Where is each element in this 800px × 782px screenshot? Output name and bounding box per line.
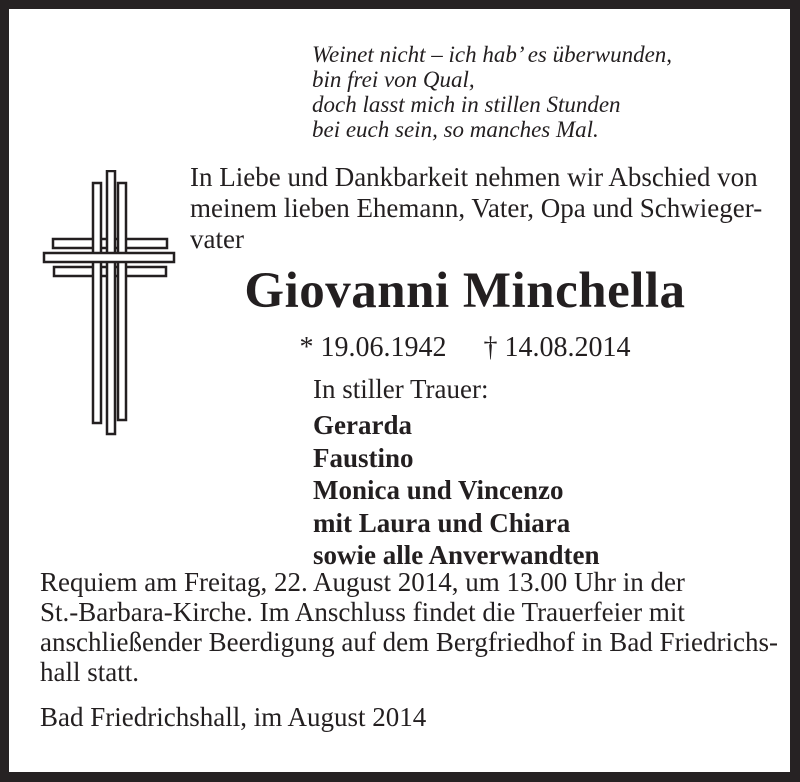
mourners-list — [313, 409, 600, 572]
poem-line: bei euch sein, so manches Mal. — [312, 117, 599, 142]
mourner: sowie alle Anverwandten — [313, 540, 600, 570]
service-line: anschließender Beerdigung auf dem Bergfriedhof in Bad Friedrichs- — [40, 627, 779, 657]
poem-line: bin frei von Qual, — [312, 67, 475, 92]
deceased-name: Giovanni Minchella — [244, 263, 686, 319]
life-dates — [190, 332, 740, 364]
service-line: Requiem am Freitag, 22. August 2014, um 13.00 Uhr in der — [40, 567, 685, 597]
poem-line: doch lasst mich in stillen Stunden — [312, 92, 621, 117]
epitaph-poem — [312, 42, 672, 142]
cross-icon — [42, 170, 178, 438]
farewell-intro — [190, 162, 762, 255]
place-date: Bad Friedrichshall, im August 2014 — [40, 702, 427, 732]
intro-line: meinem lieben Ehemann, Vater, Opa und Schwieger- — [190, 193, 763, 223]
birth-date: * 19.06.1942 — [299, 332, 447, 363]
intro-line: vater — [190, 224, 244, 254]
poem-line: Weinet nicht – ich hab’ es überwunden, — [312, 42, 673, 67]
intro-line: In Liebe und Dankbarkeit nehmen wir Abschied von — [190, 162, 758, 192]
mourning-label: In stiller Trauer: — [313, 374, 489, 404]
service-line: St.-Barbara-Kirche. Im Anschluss findet die Trauerfeier mit — [40, 597, 685, 627]
mourner: Faustino — [313, 442, 414, 473]
service-line: hall statt. — [40, 657, 139, 687]
mourner: mit Laura und Chiara — [313, 507, 571, 538]
death-date: † 14.08.2014 — [483, 332, 631, 363]
service-details — [40, 567, 778, 687]
mourner: Gerarda — [313, 410, 412, 440]
mourner: Monica und Vincenzo — [313, 475, 564, 505]
